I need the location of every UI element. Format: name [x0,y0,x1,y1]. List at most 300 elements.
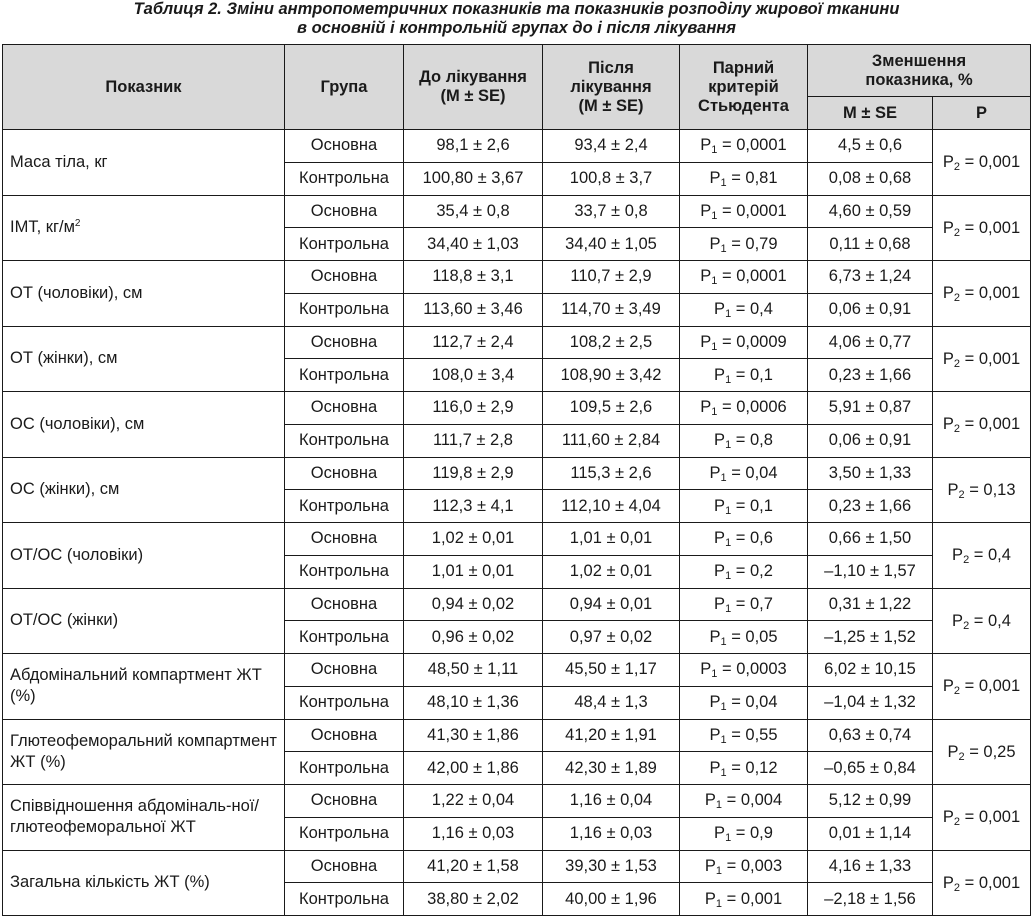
p1-value [680,162,808,195]
group-cell: Контрольна [285,228,404,261]
before-value: 1,01 ± 0,01 [404,555,543,588]
table-row [3,850,1031,883]
p-value: = 0,9 [735,824,773,843]
before-value: 118,8 ± 3,1 [404,261,543,294]
after-value: 112,10 ± 4,04 [543,490,680,523]
p-letter: P [714,529,726,548]
p-letter: P [714,824,726,843]
p-letter: P [947,480,959,499]
decrease-value: 5,91 ± 0,87 [808,392,933,425]
p-letter: P [942,218,954,237]
p-subscript: 2 [953,816,961,829]
p-letter: P [947,742,959,761]
p-subscript: 2 [953,423,961,436]
indicator-label: ОТ (чоловіки), см [10,283,143,302]
table-body [3,130,1031,916]
indicator-cell [3,326,285,392]
p-letter: P [714,300,726,319]
p-subscript: 1 [725,504,732,517]
before-value: 1,02 ± 0,01 [404,523,543,556]
p-value: = 0,79 [731,234,778,253]
p-letter: P [714,562,726,581]
table-caption [0,0,1033,44]
p-value: = 0,2 [735,562,773,581]
p-subscript: 1 [725,832,732,845]
p-value: = 0,12 [731,758,778,777]
table-row [3,785,1031,818]
p-subscript: 1 [711,275,718,288]
decrease-value: 0,66 ± 1,50 [808,523,933,556]
p-subscript: 1 [725,373,732,386]
decrease-value: 4,60 ± 0,59 [808,195,933,228]
p-value: = 0,81 [731,169,778,188]
before-value: 34,40 ± 1,03 [404,228,543,261]
before-value: 1,22 ± 0,04 [404,785,543,818]
after-value: 1,16 ± 0,04 [543,785,680,818]
p1-value [680,293,808,326]
p1-value [680,424,808,457]
before-value: 0,96 ± 0,02 [404,621,543,654]
p-subscript: 1 [711,406,718,419]
p-letter: P [700,136,712,155]
caption-line-1: Таблиця 2. Зміни антропометричних показників та показників розподілу жирової тканини [133,0,900,18]
header-before [404,45,543,130]
p-letter: P [942,349,954,368]
p2-value [933,261,1031,327]
p2-value [933,588,1031,654]
decrease-value: 0,23 ± 1,66 [808,359,933,392]
header-mse: M ± SE [808,97,933,130]
p-subscript: 2 [953,357,961,370]
header-student [680,45,808,130]
p-value: = 0,0001 [722,136,787,155]
header-after-line-1: Після [588,58,634,77]
p-value: = 0,001 [964,218,1021,237]
decrease-value: –2,18 ± 1,56 [808,883,933,916]
p1-value [680,883,808,916]
p-value: = 0,001 [964,808,1021,827]
p-subscript: 1 [720,766,727,779]
decrease-value: 0,11 ± 0,68 [808,228,933,261]
after-value: 41,20 ± 1,91 [543,719,680,752]
before-value: 116,0 ± 2,9 [404,392,543,425]
p1-value [680,228,808,261]
after-value: 108,90 ± 3,42 [543,359,680,392]
p-value: = 0,001 [964,873,1021,892]
p-value: = 0,001 [964,284,1021,303]
group-cell: Основна [285,523,404,556]
p-subscript: 2 [953,881,961,894]
p-letter: P [704,889,716,908]
p-value: = 0,0001 [722,267,787,286]
group-cell: Контрольна [285,686,404,719]
group-cell: Контрольна [285,424,404,457]
before-value: 119,8 ± 2,9 [404,457,543,490]
after-value: 114,70 ± 3,49 [543,293,680,326]
p-letter: P [714,365,726,384]
after-value: 45,50 ± 1,17 [543,654,680,687]
p1-value [680,719,808,752]
after-value: 33,7 ± 0,8 [543,195,680,228]
p-value: = 0,1 [735,365,773,384]
before-value: 113,60 ± 3,46 [404,293,543,326]
p1-value [680,326,808,359]
p-value: = 0,001 [964,349,1021,368]
group-cell: Контрольна [285,359,404,392]
decrease-value: 0,06 ± 0,91 [808,293,933,326]
p2-value [933,326,1031,392]
p1-value [680,261,808,294]
before-value: 0,94 ± 0,02 [404,588,543,621]
header-after [543,45,680,130]
header-before-line-2: (M ± SE) [440,87,506,105]
p-subscript: 1 [715,897,723,910]
group-cell: Основна [285,457,404,490]
p-letter: P [700,332,712,351]
after-value: 34,40 ± 1,05 [543,228,680,261]
table-row [3,588,1031,621]
group-cell: Основна [285,130,404,163]
p-subscript: 2 [953,685,961,698]
header-after-line-2: лікування [570,77,652,96]
before-value: 112,3 ± 4,1 [404,490,543,523]
group-cell: Контрольна [285,817,404,850]
p-subscript: 1 [711,668,718,681]
header-decrease-line-2: показника, % [865,70,973,89]
p2-value [933,523,1031,589]
decrease-value: 4,5 ± 0,6 [808,130,933,163]
decrease-value: 0,01 ± 1,14 [808,817,933,850]
group-cell: Основна [285,850,404,883]
p1-value [680,654,808,687]
after-value: 108,2 ± 2,5 [543,326,680,359]
p-subscript: 1 [720,242,727,255]
p-subscript: 2 [963,619,970,632]
header-p: P [933,97,1031,130]
p-letter: P [714,431,726,450]
indicator-cell [3,654,285,720]
p-letter: P [942,153,954,172]
caption-line-2: в основній і контрольній групах до і після лікування [297,19,736,37]
group-cell: Контрольна [285,162,404,195]
indicator-cell [3,261,285,327]
decrease-value: 0,63 ± 0,74 [808,719,933,752]
p-subscript: 1 [711,340,718,353]
p-subscript: 2 [958,488,965,501]
indicator-cell [3,850,285,916]
p-subscript: 1 [715,864,723,877]
group-cell: Контрольна [285,490,404,523]
p-value: = 0,04 [731,693,778,712]
after-value: 1,16 ± 0,03 [543,817,680,850]
p-subscript: 1 [725,602,732,615]
after-value: 109,5 ± 2,6 [543,392,680,425]
indicator-cell [3,457,285,523]
after-value: 48,4 ± 1,3 [543,686,680,719]
header-student-line-2: критерій [708,77,779,96]
p-letter: P [709,463,721,482]
p-value: = 0,4 [735,300,773,319]
p1-value [680,817,808,850]
group-cell: Основна [285,719,404,752]
p1-value [680,130,808,163]
decrease-value: 4,16 ± 1,33 [808,850,933,883]
before-value: 38,80 ± 2,02 [404,883,543,916]
table-row [3,654,1031,687]
decrease-value: –1,10 ± 1,57 [808,555,933,588]
p-letter: P [714,594,726,613]
p1-value [680,359,808,392]
p-letter: P [700,201,712,220]
decrease-value: 0,08 ± 0,68 [808,162,933,195]
indicator-superscript: 2 [74,218,81,230]
indicator-cell [3,130,285,196]
p-value: = 0,004 [726,791,783,810]
p-value: = 0,0006 [722,398,787,417]
indicator-label: Абдомінальний компартмент ЖТ (%) [10,666,262,706]
group-cell: Контрольна [285,752,404,785]
p1-value [680,392,808,425]
p-letter: P [709,758,721,777]
p-letter: P [704,791,716,810]
p-value: = 0,55 [731,725,778,744]
p-value: = 0,04 [731,463,778,482]
after-value: 111,60 ± 2,84 [543,424,680,457]
after-value: 40,00 ± 1,96 [543,883,680,916]
p1-value [680,588,808,621]
after-value: 39,30 ± 1,53 [543,850,680,883]
before-value: 112,7 ± 2,4 [404,326,543,359]
p1-value [680,752,808,785]
p-letter: P [714,496,726,515]
group-cell: Основна [285,654,404,687]
p2-value [933,130,1031,196]
indicator-label: Загальна кількість ЖТ (%) [10,873,210,892]
p1-value [680,523,808,556]
decrease-value: 5,12 ± 0,99 [808,785,933,818]
group-cell: Основна [285,588,404,621]
header-group: Група [285,45,404,130]
p-value: = 0,4 [973,611,1011,630]
p2-value [933,392,1031,458]
decrease-value: 3,50 ± 1,33 [808,457,933,490]
after-value: 42,30 ± 1,89 [543,752,680,785]
header-student-line-1: Парний [712,58,775,77]
p2-value [933,457,1031,523]
indicator-label: ІМТ, кг/м [10,218,75,237]
p-value: = 0,001 [964,415,1021,434]
table-row [3,326,1031,359]
results-table [2,44,1031,916]
p1-value [680,850,808,883]
p-letter: P [709,627,721,646]
p-letter: P [942,873,954,892]
indicator-cell [3,719,285,785]
p-subscript: 2 [953,226,961,239]
p-letter: P [709,169,721,188]
group-cell: Контрольна [285,293,404,326]
p-subscript: 2 [963,554,970,567]
p-value: = 0,25 [969,742,1016,761]
before-value: 48,10 ± 1,36 [404,686,543,719]
header-decrease [808,45,1031,97]
p-subscript: 1 [715,799,723,812]
p1-value [680,785,808,818]
decrease-value: 0,23 ± 1,66 [808,490,933,523]
indicator-label: Глютеофеморальний компартмент ЖТ (%) [10,731,277,771]
before-value: 35,4 ± 0,8 [404,195,543,228]
p-value: = 0,001 [964,153,1021,172]
p-subscript: 1 [711,144,718,157]
group-cell: Основна [285,195,404,228]
after-value: 0,97 ± 0,02 [543,621,680,654]
p1-value [680,457,808,490]
p-subscript: 1 [725,537,732,550]
p-subscript: 1 [720,733,727,746]
p1-value [680,555,808,588]
decrease-value: –1,25 ± 1,52 [808,621,933,654]
decrease-value: –1,04 ± 1,32 [808,686,933,719]
p1-value [680,621,808,654]
table-row [3,719,1031,752]
p1-value [680,490,808,523]
header-student-line-3: Стьюдента [698,96,789,115]
indicator-label: ОС (жінки), см [10,480,120,499]
p-letter: P [700,660,712,679]
after-value: 0,94 ± 0,01 [543,588,680,621]
p2-value [933,654,1031,720]
table-row [3,457,1031,490]
before-value: 108,0 ± 3,4 [404,359,543,392]
p-value: = 0,001 [726,889,783,908]
p-subscript: 1 [720,635,727,648]
before-value: 98,1 ± 2,6 [404,130,543,163]
p2-value [933,785,1031,851]
p1-value [680,686,808,719]
before-value: 42,00 ± 1,86 [404,752,543,785]
p-subscript: 2 [953,292,961,305]
group-cell: Контрольна [285,621,404,654]
p-letter: P [942,415,954,434]
p-letter: P [709,693,721,712]
p-value: = 0,0009 [722,332,787,351]
group-cell: Контрольна [285,883,404,916]
before-value: 111,7 ± 2,8 [404,424,543,457]
indicator-label: ОТ/ОС (чоловіки) [10,545,144,564]
p-letter: P [700,267,712,286]
p-subscript: 1 [711,209,718,222]
table-row [3,195,1031,228]
after-value: 1,02 ± 0,01 [543,555,680,588]
indicator-label: ОС (чоловіки), см [10,414,145,433]
p-value: = 0,05 [731,627,778,646]
p-subscript: 2 [958,750,965,763]
after-value: 1,01 ± 0,01 [543,523,680,556]
p2-value [933,195,1031,261]
header-indicator: Показник [3,45,285,130]
before-value: 41,20 ± 1,58 [404,850,543,883]
indicator-cell [3,195,285,261]
p-value: = 0,13 [969,480,1016,499]
decrease-value: –0,65 ± 0,84 [808,752,933,785]
table-row [3,261,1031,294]
group-cell: Контрольна [285,555,404,588]
p-letter: P [709,725,721,744]
table-row [3,130,1031,163]
group-cell: Основна [285,392,404,425]
decrease-value: 0,06 ± 0,91 [808,424,933,457]
after-value: 115,3 ± 2,6 [543,457,680,490]
decrease-value: 6,73 ± 1,24 [808,261,933,294]
header-before-line-1: До лікування [419,68,527,86]
after-value: 93,4 ± 2,4 [543,130,680,163]
p-value: = 0,001 [964,677,1021,696]
p-subscript: 1 [720,701,727,714]
table-row [3,523,1031,556]
p-letter: P [942,677,954,696]
decrease-value: 0,31 ± 1,22 [808,588,933,621]
p-value: = 0,0001 [722,201,787,220]
p-subscript: 2 [953,161,961,174]
group-cell: Основна [285,326,404,359]
table-row [3,392,1031,425]
header-decrease-line-1: Зменшення [871,51,967,70]
p-letter: P [942,284,954,303]
p1-value [680,195,808,228]
p-letter: P [952,611,964,630]
before-value: 1,16 ± 0,03 [404,817,543,850]
p-subscript: 1 [720,177,727,190]
p-value: = 0,6 [735,529,773,548]
p-letter: P [704,856,716,875]
p-letter: P [700,398,712,417]
header-after-line-3: (M ± SE) [578,96,644,115]
indicator-label: Співвідношення абдоміналь-ної/глютеофеморальної ЖТ [10,797,259,837]
p-subscript: 1 [725,308,732,321]
p-subscript: 1 [725,439,732,452]
p-subscript: 1 [725,570,732,583]
after-value: 110,7 ± 2,9 [543,261,680,294]
before-value: 41,30 ± 1,86 [404,719,543,752]
p-letter: P [952,546,964,565]
indicator-label: ОТ (жінки), см [10,349,118,368]
p-value: = 0,8 [735,431,773,450]
indicator-cell [3,785,285,851]
decrease-value: 6,02 ± 10,15 [808,654,933,687]
p-value: = 0,7 [735,594,773,613]
before-value: 100,80 ± 3,67 [404,162,543,195]
indicator-cell [3,523,285,589]
p-value: = 0,4 [973,546,1011,565]
indicator-label: Маса тіла, кг [10,152,108,171]
before-value: 48,50 ± 1,11 [404,654,543,687]
indicator-cell [3,588,285,654]
p2-value [933,850,1031,916]
p2-value [933,719,1031,785]
indicator-cell [3,392,285,458]
p-value: = 0,0003 [722,660,787,679]
p-letter: P [942,808,954,827]
p-subscript: 1 [720,471,727,484]
group-cell: Основна [285,785,404,818]
p-value: = 0,1 [735,496,773,515]
after-value: 100,8 ± 3,7 [543,162,680,195]
indicator-label: ОТ/ОС (жінки) [10,611,119,630]
group-cell: Основна [285,261,404,294]
decrease-value: 4,06 ± 0,77 [808,326,933,359]
p-letter: P [709,234,721,253]
p-value: = 0,003 [726,856,783,875]
